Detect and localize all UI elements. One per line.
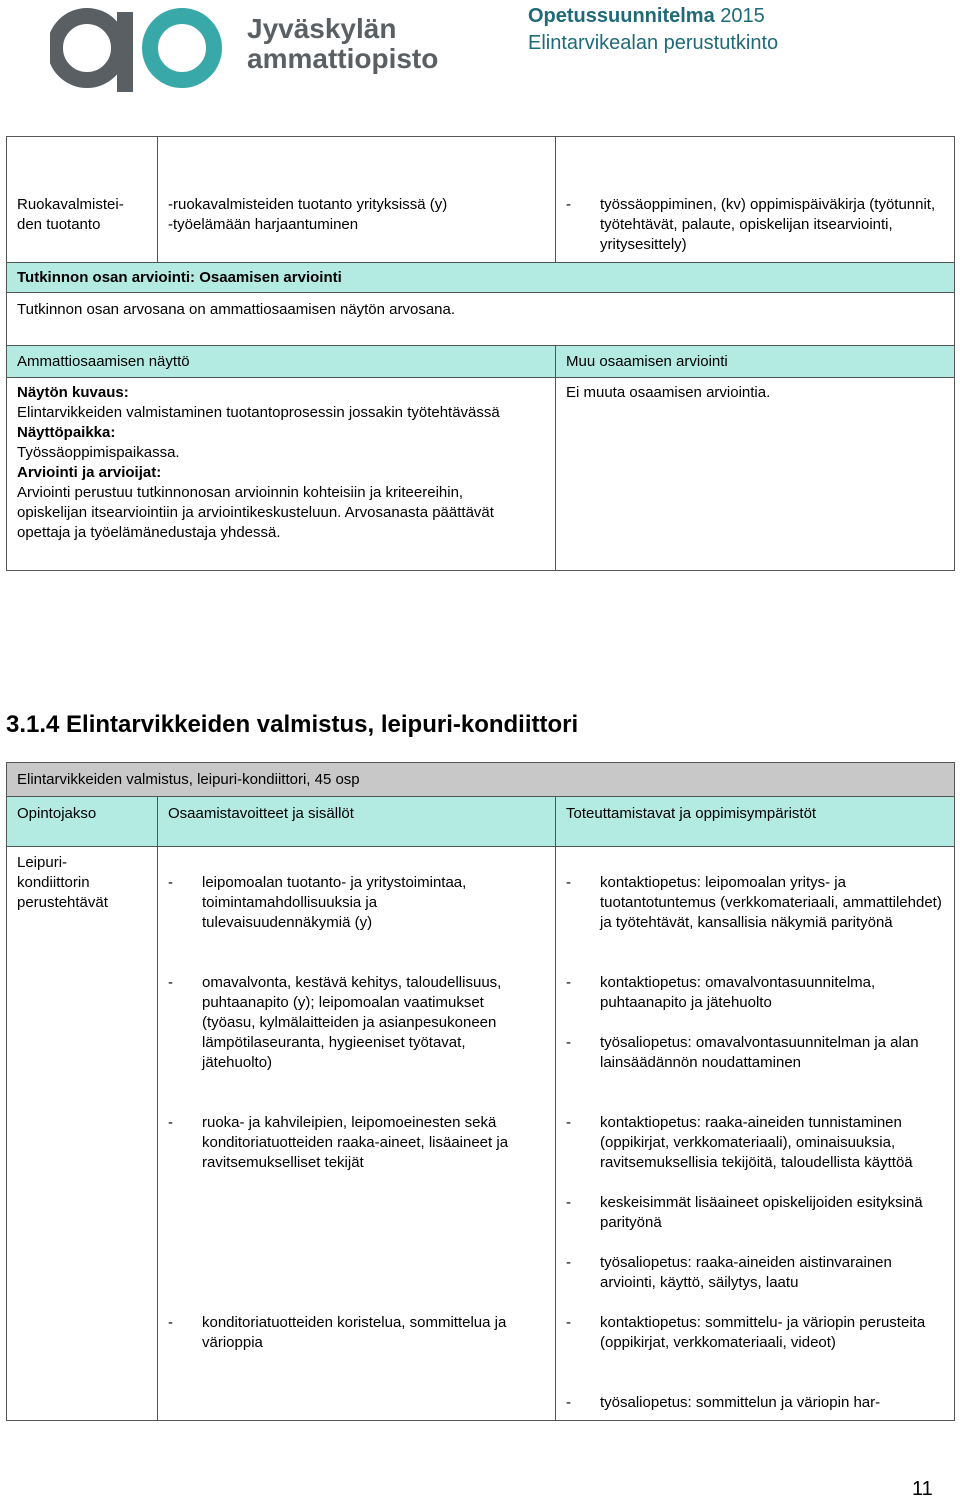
course-name: Ruokavalmistei-den tuotanto <box>17 196 124 233</box>
other-assessment-cell <box>556 378 955 571</box>
goal-item: - konditoriatuotteiden koristelua, sommittelua ja värioppia <box>168 1313 528 1353</box>
goal-item: - leipomoalan tuotanto- ja yritystoimintaa, toimintamahdollisuuksia ja tulevaisuudennäkymiä (y) <box>168 873 528 933</box>
other-assessment-heading: Muu osaamisen arviointi <box>556 346 955 378</box>
column-header: Opintojakso <box>7 797 158 847</box>
method-item: - kontaktiopetus: omavalvontasuunnitelma, puhtaanapito ja jätehuolto <box>566 973 942 1013</box>
course-table <box>6 762 955 1421</box>
course-cell <box>7 847 158 1421</box>
course-name: Leipuri-kondiittorin perustehtävät <box>17 854 108 911</box>
assessment-heading: Tutkinnon osan arviointi: Osaamisen arviointi <box>7 263 955 293</box>
method-text: työsaliopetus: sommittelun ja väriopin har- <box>600 1394 881 1411</box>
column-header: Osaamistavoitteet ja sisällöt <box>158 797 556 847</box>
method-text: keskeisimmät lisäaineet opiskelijoiden esityksinä parityönä <box>600 1194 923 1231</box>
table-row <box>7 263 955 293</box>
method-item: - työsaliopetus: omavalvontasuunnitelman ja alan lainsäädännön noudattaminen <box>566 1033 942 1073</box>
demo-desc-label: Näytön kuvaus: <box>17 384 129 401</box>
logo-line1: Jyväskylän <box>247 13 397 44</box>
table-row <box>7 847 955 1421</box>
section-heading: 3.1.4 Elintarvikkeiden valmistus, leipuri-kondiittori <box>6 711 579 738</box>
method-item: - kontaktiopetus: leipomoalan yritys- ja tuotantotuntemus (verkkomateriaali, ammattilehdet) ja työtehtävät, kansallisia näkymiä parityönä <box>566 874 942 931</box>
method-item: - keskeisimmät lisäaineet opiskelijoiden esityksinä parityönä <box>566 1193 942 1233</box>
goals-cell <box>158 847 556 1421</box>
goal-item: - omavalvonta, kestävä kehitys, taloudellisuus, puhtaanapito (y); leipomoalan vaatimukset (työasu, kylmälaitteiden ja asianpesukoneen lämpötilaseuranta, hygieeniset työtavat, jätehuolto) <box>168 973 528 1073</box>
demo-place-label: Näyttöpaikka: <box>17 424 116 441</box>
method-text: kontaktiopetus: sommittelu- ja väriopin perusteita (oppikirjat, verkkomateriaali, videot) <box>600 1314 926 1351</box>
goal-text: konditoriatuotteiden koristelua, sommittelua ja värioppia <box>202 1314 507 1351</box>
other-assessment-text: Ei muuta osaamisen arviointia. <box>566 384 771 401</box>
methods-cell <box>556 847 955 1421</box>
method-text: työsaliopetus: raaka-aineiden aistinvarainen arviointi, käyttö, säilytys, laatu <box>600 1254 892 1291</box>
assessment-table <box>6 136 955 571</box>
method-item: - työssäoppiminen, (kv) oppimispäiväkirja (työtunnit, työtehtävät, palaute, opiskelijan itsearviointi, yritysesittely) <box>566 195 944 255</box>
goal-text: leipomoalan tuotanto- ja yritystoimintaa, toimintamahdollisuuksia ja tulevaisuudennäkymiä (y) <box>202 874 467 931</box>
table-row <box>7 797 955 847</box>
method-item: - kontaktiopetus: sommittelu- ja väriopin perusteita (oppikirjat, verkkomateriaali, videot) <box>566 1313 942 1353</box>
demo-desc-text: Elintarvikkeiden valmistaminen tuotantoprosessin jossakin työtehtävässä <box>17 404 500 421</box>
goal-text: omavalvonta, kestävä kehitys, taloudellisuus, puhtaanapito (y); leipomoalan vaatimukset (työasu, kylmälaitteiden ja asianpesukoneen lämpötilaseuranta, hygieeniset työtavat, jätehuolto) <box>202 974 502 1071</box>
goal-line: -ruokavalmisteiden tuotanto yrityksissä (y) <box>168 196 448 213</box>
method-text: työssäoppiminen, (kv) oppimispäiväkirja (työtunnit, työtehtävät, palaute, opiskelijan itsearviointi, yritysesittely) <box>600 196 936 253</box>
methods-cell <box>556 137 955 263</box>
table-row <box>7 346 955 378</box>
logo-line2: ammattiopisto <box>247 43 439 74</box>
demo-eval-label: Arviointi ja arvioijat: <box>17 464 162 481</box>
table-row <box>7 137 955 263</box>
method-item: - kontaktiopetus: raaka-aineiden tunnistaminen (oppikirjat, verkkomateriaali), ominaisuuksia, ravitsemuksellisia tekijöitä, taloudellista käyttöä <box>566 1113 942 1173</box>
demo-place-text: Työssäoppimispaikassa. <box>17 444 180 461</box>
method-text: kontaktiopetus: omavalvontasuunnitelma, puhtaanapito ja jätehuolto <box>600 974 876 1011</box>
course-cell <box>7 137 158 263</box>
goal-line: -työelämään harjaantuminen <box>168 216 359 233</box>
goals-cell <box>158 137 556 263</box>
method-text: työsaliopetus: omavalvontasuunnitelman ja alan lainsäädännön noudattaminen <box>600 1034 919 1071</box>
column-header: Toteuttamistavat ja oppimisympäristöt <box>556 797 955 847</box>
method-item: - työsaliopetus: sommittelun ja väriopin har- <box>566 1393 942 1413</box>
demo-cell <box>7 378 556 571</box>
course-table-title: Elintarvikkeiden valmistus, leipuri-kondiittori, 45 osp <box>7 763 955 797</box>
logo <box>50 0 450 100</box>
method-text: kontaktiopetus: raaka-aineiden tunnistaminen (oppikirjat, verkkomateriaali), ominaisuuksia, ravitsemuksellisia tekijöitä, taloudellista käyttöä <box>600 1114 913 1171</box>
document-subtitle: Elintarvikealan perustutkinto <box>528 32 779 54</box>
assessment-text: Tutkinnon osan arvosana on ammattiosaamisen näytön arvosana. <box>7 293 955 346</box>
logo-mark <box>55 12 214 92</box>
goal-item: - ruoka- ja kahvileipien, leipomoeinesten sekä konditoriatuotteiden raaka-aineet, lisäaineet ja ravitsemukselliset tekijät <box>168 1113 528 1173</box>
goal-text: ruoka- ja kahvileipien, leipomoeinesten sekä konditoriatuotteiden raaka-aineet, lisäaineet ja ravitsemukselliset tekijät <box>202 1114 509 1171</box>
method-item: - työsaliopetus: raaka-aineiden aistinvarainen arviointi, käyttö, säilytys, laatu <box>566 1253 942 1293</box>
table-row <box>7 378 955 571</box>
page-number: 11 <box>912 1478 933 1500</box>
table-row <box>7 293 955 346</box>
document-year: 2015 <box>720 5 765 27</box>
demo-heading: Ammattiosaamisen näyttö <box>7 346 556 378</box>
demo-eval-text: Arviointi perustuu tutkinnonosan arvioinnin kohteisiin ja kriteereihin, opiskelijan itsearviointiin ja arviointikeskusteluun. Arvosanasta päättävät opettaja ja työelämänedustaja yhdessä. <box>17 484 494 541</box>
table-row <box>7 763 955 797</box>
document-title-text: Opetussuunnitelma <box>528 5 715 27</box>
document-title <box>528 4 765 28</box>
method-text: kontaktiopetus: leipomoalan yritys- ja tuotantotuntemus (verkkomateriaali, ammattilehdet) ja työtehtävät, kansallisia näkymiä parityönä <box>600 874 942 931</box>
